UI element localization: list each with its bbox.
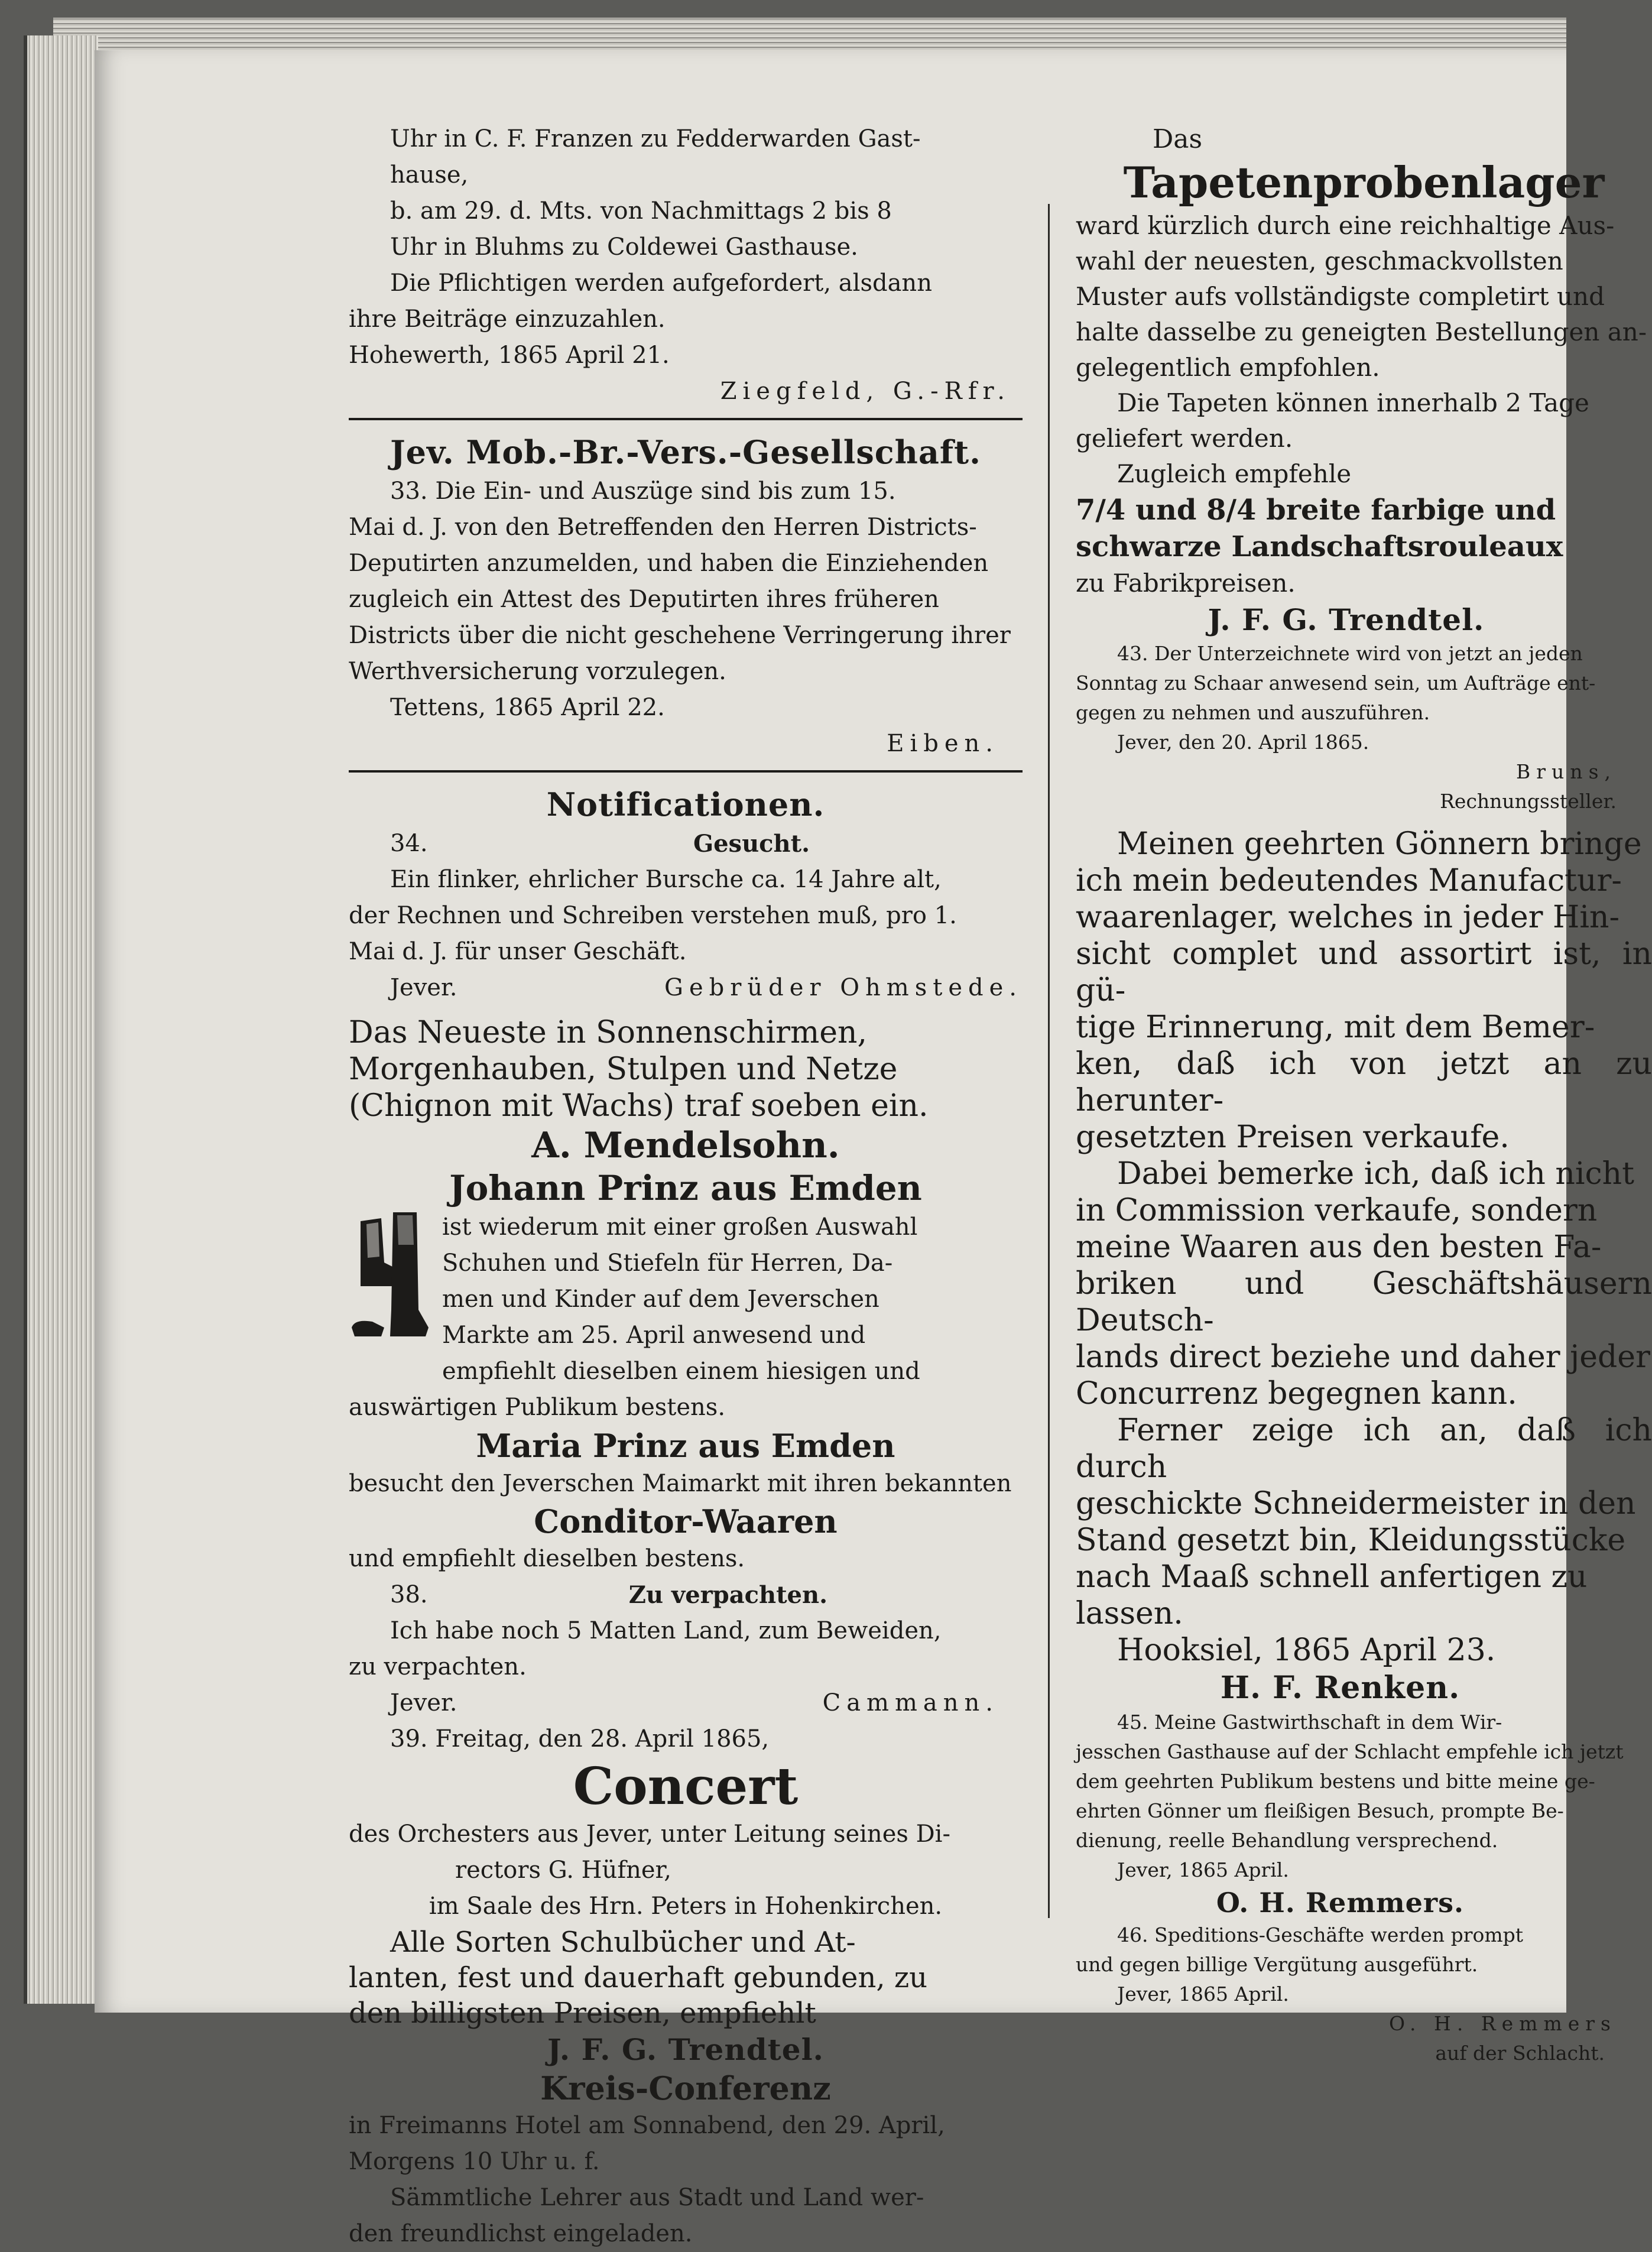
text-line: schwarze Landschaftsrouleaux — [1076, 530, 1563, 563]
text-line: in Commission verkaufe, sondern — [1076, 1193, 1598, 1228]
ad-tapeten — [1076, 208, 1652, 492]
ad-39-text — [349, 1816, 1023, 1925]
text-line: Werthversicherung vorzulegen. — [349, 658, 726, 685]
ad-43 — [1076, 639, 1652, 816]
text-line: lands direct beziehe und daher jeder — [1076, 1339, 1650, 1375]
right-column — [1076, 121, 1652, 2068]
text-line: Mai d. J. von den Betreffenden den Herren Districts- — [349, 514, 977, 541]
signature-place: auf der Schlacht. — [1435, 2042, 1605, 2065]
text-line: Hohewerth, 1865 April 21. — [349, 342, 670, 369]
signature: O. H. Remmers — [1388, 2012, 1617, 2035]
newspaper-page — [95, 50, 1652, 2247]
boots-illustration — [349, 1209, 431, 1357]
text-line: geliefert werden. — [1076, 424, 1293, 453]
tapeten-title: Tapetenprobenlager — [1123, 157, 1605, 207]
ad-38 — [349, 1577, 1023, 1721]
text-line: 33. Die Ein- und Auszüge sind bis zum 15. — [390, 478, 896, 505]
text-line: Ich habe noch 5 Matten Land, zum Beweiden, — [390, 1617, 942, 1644]
text-line: 45. Meine Gastwirthschaft in dem Wir- — [1117, 1711, 1502, 1734]
signature: Bruns, — [1516, 760, 1617, 783]
text-line: besucht den Jeverschen Maimarkt mit ihren bekannten — [349, 1470, 1012, 1497]
text-line: Jever, 1865 April. — [1117, 1858, 1289, 1881]
text-line: Sämmtliche Lehrer aus Stadt und Land wer- — [390, 2184, 924, 2211]
text-line: den billigsten Preisen, empfiehlt — [349, 1997, 816, 2030]
section-rule — [349, 770, 1023, 773]
ad-continuation — [349, 121, 1023, 410]
text-line: hause, — [390, 161, 469, 189]
text-line: lanten, fest und dauerhaft gebunden, zu — [349, 1961, 928, 1994]
text-line: und gegen billige Vergütung ausgeführt. — [1076, 1953, 1478, 1976]
ad-33 — [349, 473, 1023, 762]
text-line: Die Pflichtigen werden aufgefordert, alsdann — [390, 270, 932, 297]
text-line: Schuhen und Stiefeln für Herren, Da- — [442, 1250, 893, 1277]
text-line: Uhr in C. F. Franzen zu Fedderwarden Gast- — [390, 125, 921, 152]
text-line: Alle Sorten Schulbücher und At- — [390, 1926, 856, 1959]
text-line: auswärtigen Publikum bestens. — [349, 1394, 726, 1421]
place: Jever. — [390, 974, 457, 1001]
text-line: Dabei bemerke ich, daß ich nicht — [1117, 1156, 1634, 1192]
trendtel-sign: J. F. G. Trendtel. — [547, 2032, 824, 2067]
ad-34-header — [349, 826, 1023, 862]
text-line: Uhr in Bluhms zu Coldewei Gasthause. — [390, 233, 858, 261]
text-line: Das — [1153, 124, 1203, 154]
text-line: wahl der neuesten, geschmackvollsten — [1076, 246, 1563, 275]
ad-title: Gesucht. — [693, 830, 810, 858]
text-line: halte dasselbe zu geneigten Bestellungen an- — [1076, 317, 1647, 346]
text-line: in Freimanns Hotel am Sonnabend, den 29. April, — [349, 2112, 945, 2139]
text-line: Das Neueste in Sonnenschirmen, — [349, 1015, 868, 1050]
concert-title: Concert — [573, 1757, 799, 1816]
text-line: ich mein bedeutendes Manufactur- — [1076, 863, 1622, 898]
signature: Ziegfeld, G.-Rfr. — [720, 378, 1011, 405]
ad-34 — [349, 826, 1023, 1006]
text-line: Districts über die nicht geschehene Verringerung ihrer — [349, 622, 1011, 649]
text-line: waarenlager, welches in jeder Hin- — [1076, 900, 1620, 935]
text-line: im Saale des Hrn. Peters in Hohenkirchen. — [429, 1893, 943, 1920]
remmers-sign: O. H. Remmers. — [1216, 1887, 1465, 1919]
text-line: gegen zu nehmen und auszuführen. — [1076, 701, 1430, 724]
text-line: Mai d. J. für unser Geschäft. — [349, 938, 687, 965]
text-line: 43. Der Unterzeichnete wird von jetzt an jeden — [1117, 642, 1583, 665]
text-line: zugleich ein Attest des Deputirten ihres früheren — [349, 586, 939, 613]
text-line: den freundlichst eingeladen. — [349, 2220, 693, 2247]
signature: Gebrüder Ohmstede. — [664, 974, 1023, 1001]
text-line: Hooksiel, 1865 April 23. — [1117, 1633, 1496, 1668]
column-divider — [1048, 204, 1050, 1918]
text-line: geschickte Schneidermeister in den — [1076, 1486, 1636, 1521]
text-line: gelegentlich empfohlen. — [1076, 353, 1380, 382]
text-line: dem geehrten Publikum bestens und bitte meine ge- — [1076, 1770, 1595, 1793]
text-line: Jever, 1865 April. — [1117, 1982, 1289, 2006]
section-heading: Notificationen. — [546, 786, 825, 823]
text-line: ihre Beiträge einzuzahlen. — [349, 306, 666, 333]
text-line: Tettens, 1865 April 22. — [390, 694, 665, 721]
ad-45 — [1076, 1708, 1652, 1885]
text-line: briken und Geschäftshäusern Deutsch- — [1076, 1266, 1652, 1338]
signature: Cammann. — [822, 1689, 999, 1716]
text-line: dienung, reelle Behandlung versprechend. — [1076, 1829, 1498, 1852]
text-line: Concurrenz begegnen kann. — [1076, 1376, 1517, 1411]
text-line: der Rechnen und Schreiben verstehen muß, pro 1. — [349, 902, 957, 929]
text-line: jesschen Gasthause auf der Schlacht empfehle ich jetzt — [1076, 1740, 1624, 1763]
ad-title: Zu verpachten. — [628, 1581, 827, 1609]
text-line: sicht complet und assortirt ist, in gü- — [1076, 936, 1652, 1008]
ad-mendelsohn — [349, 1014, 1023, 1124]
text-line: des Orchesters aus Jever, unter Leitung seines Di- — [349, 1821, 950, 1848]
book-page-edges — [24, 35, 98, 2004]
ad-renken — [1076, 826, 1652, 1669]
section-heading: Jev. Mob.-Br.-Vers.-Gesellschaft. — [390, 433, 981, 471]
text-line: zu verpachten. — [349, 1653, 527, 1680]
text-line: Muster aufs vollständigste completirt und — [1076, 282, 1605, 311]
signature: Eiben. — [887, 730, 999, 757]
kreis-conferenz-title: Kreis-Conferenz — [540, 2069, 831, 2107]
conditor-waaren: Conditor-Waaren — [534, 1503, 838, 1540]
ad-rouleaux — [1076, 492, 1652, 565]
text-line: zu Fabrikpreisen. — [1076, 569, 1296, 598]
ad-46 — [1076, 1920, 1652, 2068]
text-line: Die Tapeten können innerhalb 2 Tage — [1117, 388, 1589, 417]
text-line: Sonntag zu Schaar anwesend sein, um Aufträge ent- — [1076, 671, 1596, 695]
renken-sign: H. F. Renken. — [1220, 1670, 1460, 1706]
text-line: ken, daß ich von jetzt an zu herunter- — [1076, 1046, 1652, 1118]
place: Jever. — [390, 1689, 457, 1716]
boots-icon — [349, 1209, 431, 1357]
text-line: (Chignon mit Wachs) traf soeben ein. — [349, 1088, 929, 1124]
mendelsohn-sign: A. Mendelsohn. — [531, 1125, 840, 1166]
text-line: Ein flinker, ehrlicher Bursche ca. 14 Jahre alt, — [390, 866, 942, 893]
ad-kreis — [349, 2108, 1023, 2252]
text-line: empfiehlt dieselben einem hiesigen und — [442, 1358, 920, 1385]
text-line: b. am 29. d. Mts. von Nachmittags 2 bis 8 — [390, 197, 892, 225]
text-line: Zugleich empfehle — [1117, 459, 1352, 488]
ad-number: 38. — [390, 1581, 428, 1608]
text-line: gesetzten Preisen verkaufe. — [1076, 1119, 1510, 1155]
text-line: meine Waaren aus den besten Fa- — [1076, 1229, 1602, 1265]
trendtel-sign: J. F. G. Trendtel. — [1208, 602, 1485, 637]
text-line: ist wiederum mit einer großen Auswahl — [442, 1213, 918, 1241]
ad-38-footer — [349, 1685, 1023, 1721]
text-line: Meinen geehrten Gönnern bringe — [1117, 826, 1642, 862]
text-line: lassen. — [1076, 1596, 1183, 1631]
ad-38-header — [349, 1577, 1023, 1613]
section-rule — [349, 418, 1023, 420]
text-line: tige Erinnerung, mit dem Bemer- — [1076, 1010, 1595, 1045]
ad-34-footer — [349, 970, 1023, 1006]
text-line: Morgens 10 Uhr u. f. — [349, 2148, 600, 2175]
text-line: Morgenhauben, Stulpen und Netze — [349, 1052, 898, 1087]
text-line: 46. Speditions-Geschäfte werden prompt — [1117, 1923, 1524, 1946]
text-line: ehrten Gönner um fleißigen Besuch, prompte Be- — [1076, 1799, 1564, 1822]
text-line: ward kürzlich durch eine reichhaltige Aus- — [1076, 211, 1615, 240]
text-line: Stand gesetzt bin, Kleidungsstücke — [1076, 1523, 1626, 1558]
ad-number: 34. — [390, 830, 428, 857]
ad-prinz — [349, 1209, 1023, 1426]
text-line: Ferner zeige ich an, daß ich durch — [1076, 1413, 1652, 1485]
text-line: nach Maaß schnell anfertigen zu — [1076, 1559, 1588, 1595]
text-line: 7/4 und 8/4 breite farbige und — [1076, 494, 1556, 527]
ad-schulbuecher — [349, 1925, 1023, 2031]
signature-title: Rechnungssteller. — [1440, 790, 1617, 813]
text-line: Markte am 25. April anwesend und — [442, 1322, 866, 1349]
ad-39-date: 39. Freitag, den 28. April 1865, — [390, 1725, 770, 1753]
text-line: Deputirten anzumelden, und haben die Einziehenden — [349, 550, 989, 577]
maria-title: Maria Prinz aus Emden — [476, 1427, 895, 1465]
text-line: rectors G. Hüfner, — [455, 1857, 671, 1884]
text-line: Jever, den 20. April 1865. — [1117, 731, 1369, 754]
text-line: und empfiehlt dieselben bestens. — [349, 1545, 745, 1572]
text-line: men und Kinder auf dem Jeverschen — [442, 1286, 879, 1313]
left-column — [349, 121, 1023, 2252]
prinz-title: Johann Prinz aus Emden — [449, 1168, 922, 1208]
